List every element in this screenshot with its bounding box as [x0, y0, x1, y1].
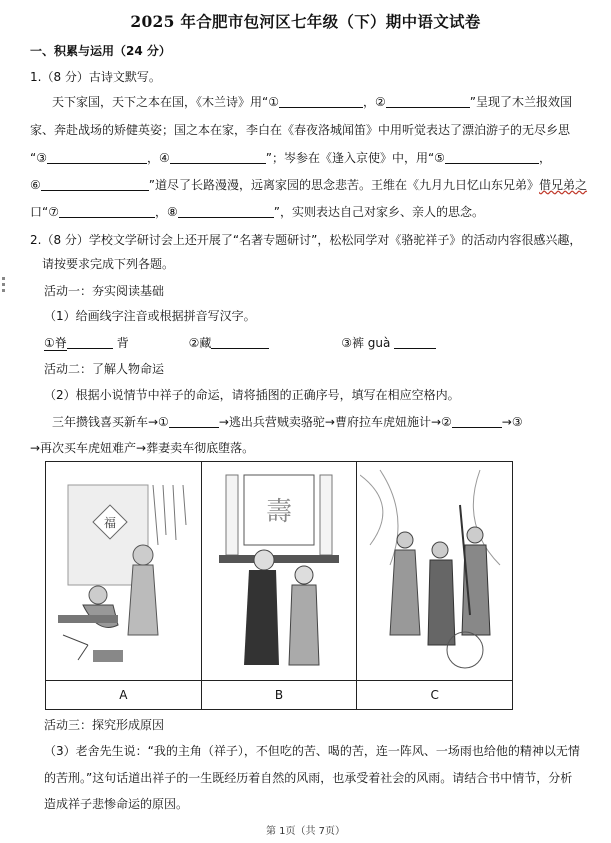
blank-4[interactable]	[170, 151, 266, 164]
illustration-a	[46, 462, 202, 681]
question-1-heading: 1.（8 分）古诗文默写。	[30, 70, 161, 84]
blank-1[interactable]	[279, 95, 363, 108]
illustration-table	[45, 461, 513, 710]
q1-line-3: “③ ，④ ”；岑参在《逢入京使》中，用“⑤ ，	[30, 151, 551, 165]
svg-text:福: 福	[104, 515, 117, 530]
pinyin-blank-3[interactable]	[394, 336, 436, 349]
illustration-c-image	[360, 465, 510, 675]
margin-dots	[2, 277, 5, 295]
label-b: B	[201, 681, 357, 710]
blank-3[interactable]	[47, 151, 147, 164]
pinyin-blank-1[interactable]	[67, 336, 113, 349]
sub-question-3-end: 造成祥子悲惨命运的原因。	[44, 797, 189, 811]
question-2-heading: 2.（8 分）学校文学研讨会上还开展了“名著专题研讨”，松松同学对《骆驼祥子》的活动内容很感兴趣，	[30, 233, 582, 247]
blank-5[interactable]	[445, 151, 539, 164]
page-footer: 第 1页（共 7页）	[265, 826, 346, 837]
activity-2: 活动二：了解人物命运	[44, 362, 165, 376]
blank-6[interactable]	[41, 178, 149, 191]
svg-text:壽: 壽	[265, 496, 292, 527]
seq-blank-1[interactable]	[169, 415, 219, 428]
label-a: A	[46, 681, 202, 710]
blank-7[interactable]	[59, 205, 155, 218]
pinyin-blank-2[interactable]	[211, 336, 269, 349]
q1-line-1: 天下家国，天下之本在国，《木兰诗》用“① ，② ”呈现了木兰报效国	[52, 95, 572, 109]
page-title: 2025 年合肥市包河区七年级（下）期中语文试卷	[130, 12, 481, 31]
illustration-b	[201, 462, 357, 681]
sub-question-1: （1）给画线字注音或根据拼音写汉字。	[44, 309, 256, 323]
sub-question-3: （3）老舍先生说：“我的主角（祥子），不但吃的苦、喝的苦，连一阵风、一场雨也给他的精神以无情	[44, 744, 580, 758]
q1-line-5: 口“⑦ ，⑧ ”，实则表达自己对家乡、亲人的思念。	[30, 205, 484, 219]
activity-1: 活动一：夯实阅读基础	[44, 284, 165, 298]
q1-line-4: ⑥ ”道尽了长路漫漫，远离家园的思念悲苦。王维在《九月九日忆山东兄弟》借兄弟之	[30, 178, 588, 192]
question-2-heading-cont: 请按要求完成下列各题。	[42, 257, 175, 271]
sequence-line-2: →再次买车虎妞难产→葬妻卖车彻底堕落。	[30, 441, 255, 455]
illustration-b-image	[204, 465, 354, 675]
section-heading: 一、积累与运用（24 分）	[30, 44, 171, 58]
activity-3: 活动三：探究形成原因	[44, 718, 165, 732]
blank-8[interactable]	[178, 205, 274, 218]
sub-question-3-cont: 的苦刑。”这句话道出祥子的一生既经历着自然的风雨，也承受着社会的风雨。请结合书中情节，分析	[44, 771, 573, 785]
label-c: C	[357, 681, 513, 710]
sub-question-2: （2）根据小说情节中祥子的命运，请将插图的正确序号，填写在相应空格内。	[44, 388, 460, 402]
sequence-line-1: 三年攒钱喜买新车→① →逃出兵营贼卖骆驼→曹府拉车虎妞施计→② →③	[52, 415, 523, 429]
pinyin-items: ①脊 背 ②藏 ③裤 guà	[44, 334, 589, 352]
illustration-a-image	[48, 465, 198, 675]
seq-blank-2[interactable]	[452, 415, 502, 428]
illustration-c	[357, 462, 513, 681]
q1-line-2: 家、奔赴战场的矫健英姿；国之本在家，李白在《春夜洛城闻笛》中用听觉表达了漂泊游子的无尽乡思	[30, 123, 571, 137]
blank-2[interactable]	[386, 95, 470, 108]
